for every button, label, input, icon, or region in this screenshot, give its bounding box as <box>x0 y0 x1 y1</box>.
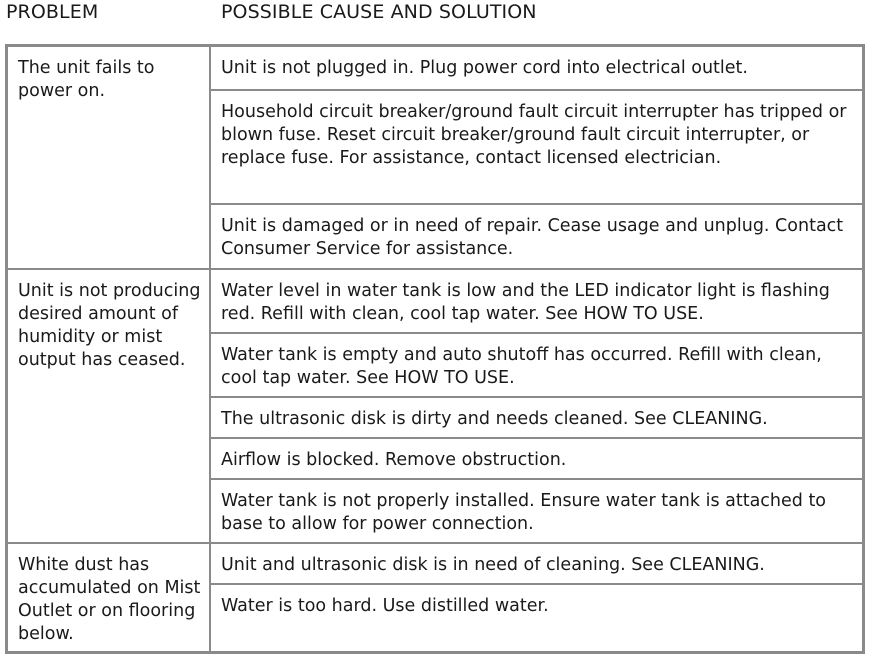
problem-column-heading: PROBLEM <box>6 1 99 23</box>
solution-cell: Water level in water tank is low and the LED indicator light is flashing red. Refill with clean, cool tap water. See HOW TO USE. <box>210 269 864 333</box>
problem-cell: The unit fails to power on. <box>7 46 211 270</box>
solution-cell: Water tank is empty and auto shutoff has occurred. Refill with clean, cool tap water. See HOW TO USE. <box>210 333 864 397</box>
solution-cell: Water tank is not properly installed. Ensure water tank is attached to base to allow for power connection. <box>210 479 864 543</box>
solution-cell: Water is too hard. Use distilled water. <box>210 584 864 653</box>
table-row <box>7 46 864 91</box>
table-row <box>7 543 864 584</box>
table-header <box>0 0 872 36</box>
solution-cell: The ultrasonic disk is dirty and needs cleaned. See CLEANING. <box>210 397 864 438</box>
solution-cell: Unit is not plugged in. Plug power cord into electrical outlet. <box>210 46 864 91</box>
solution-cell: Unit and ultrasonic disk is in need of cleaning. See CLEANING. <box>210 543 864 584</box>
problem-cell: White dust has accumulated on Mist Outlet or on flooring below. <box>7 543 211 653</box>
table-row <box>7 269 864 333</box>
problem-cell: Unit is not producing desired amount of humidity or mist output has ceased. <box>7 269 211 543</box>
cause-solution-column-heading: POSSIBLE CAUSE AND SOLUTION <box>221 1 537 23</box>
solution-cell: Unit is damaged or in need of repair. Cease usage and unplug. Contact Consumer Service for assistance. <box>210 204 864 269</box>
solution-cell: Household circuit breaker/ground fault circuit interrupter has tripped or blown fuse. Reset circuit breaker/ground fault circuit interrupter, or replace fuse. For assistance, contact licensed electrician. <box>210 90 864 204</box>
troubleshooting-table <box>5 44 865 654</box>
solution-cell: Airflow is blocked. Remove obstruction. <box>210 438 864 479</box>
